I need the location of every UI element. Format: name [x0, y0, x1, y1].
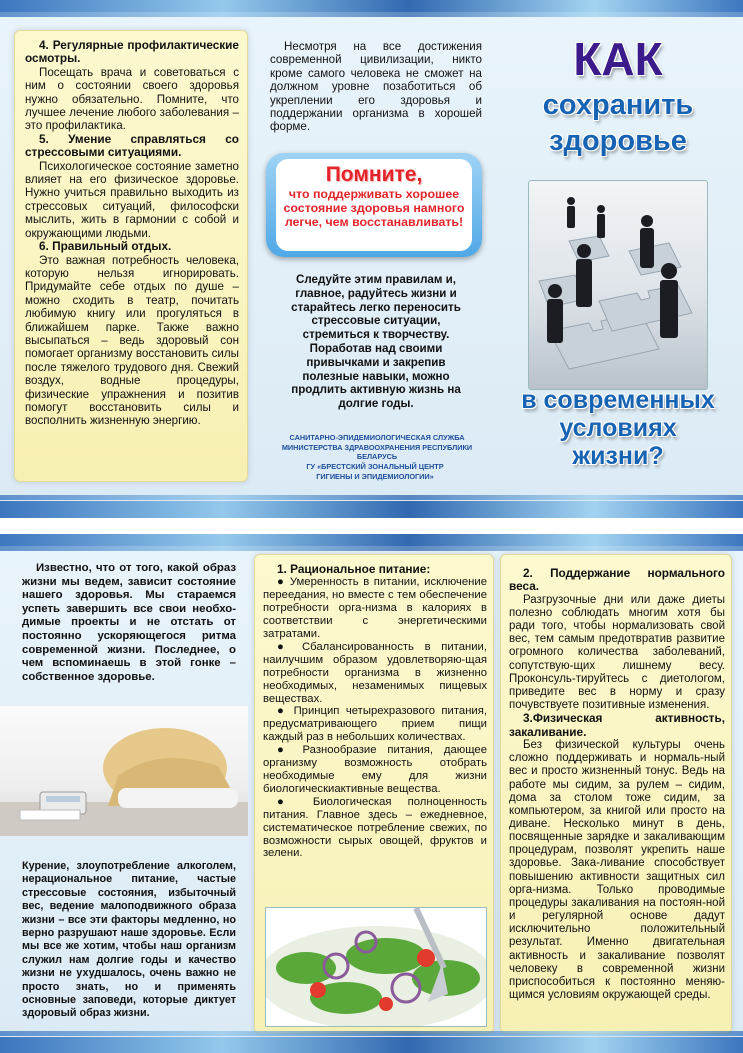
brochure-outer-side: [0, 0, 743, 518]
bullet-balance: ● Сбалансированность в питании, наилучшим образом удовлетворяю-щая потребности организма в жизненно необходимых, незаменимых пищевых веществах.: [263, 640, 487, 705]
text-rules: Следуйте этим правилам и, главное, радуйтесь жизни и старайтесь легко переносить стрессовые ситуации, стремиться к творчеству. Поработав над своими привычками и закрепив полезные навыки, можно продлить активную жизнь на долгие годы.: [291, 273, 461, 411]
cover-photo-business-figures: [528, 180, 708, 390]
text-lifestyle-intro: Известно, что от того, какой образ жизни мы ведем, зависит состояние нашего здоровья. Мы стараемся успеть завершить все свои необхо-димые проекты и не отстать от постоянно ускоряющегося ритма современной жизни. Последнее, о чем вспоминаешь в этой гонке – собственное здоровье.: [22, 562, 236, 683]
brochure-inner-side: [0, 534, 743, 1053]
page-divider: [0, 518, 743, 534]
remember-heading: Помните,: [325, 163, 423, 186]
heading-checkups: 4. Регулярные профилактические осмотры.: [25, 38, 239, 66]
bullet-four-meals: ● Принцип четырехразового питания, предусматривающего прием пищи каждый раз в небольших количествах.: [263, 705, 487, 744]
text-civilization: Несмотря на все достижения современной цивилизации, никто кроме самого человека не сможет на должном уровне позаботиться об укреплении его здоровья и поддержании организма в хорошей форме.: [270, 40, 482, 134]
cover-subtitle-conditions: условиях: [559, 414, 677, 442]
org-center: ГУ «БРЕСТСКИЙ ЗОНАЛЬНЫЙ ЦЕНТР ГИГИЕНЫ И ЭПИДЕМИОЛОГИИ»: [306, 462, 444, 481]
text-activity: Без физической культуры очень сложно поддерживать и нормаль-ный вес и просто жизненный тонус. Ведь на работе мы сидим, за рулем – сидим, дома за столом тоже сидим, за компьютером, за книгой или просто на диване. Несколько минут в день, посвященные зарядке и закаливающим процедурам, позволят укрепить наше здоровье. Зака-ливание способствует повышению активности защитных сил орга-низма. Только проводимые процедуры закаливания на постоян-ной и регулярной основе дадут исключительно положительный результат. Именно двигательная активность и закаливание позволят человеку в современной жизни приспособиться к постоянно меняю-щимся условиям окружающей среды.: [509, 739, 725, 1001]
heading-weight: 2. Поддержание нормального веса.: [509, 566, 725, 594]
photo-salad: [265, 907, 487, 1027]
text-risk-factors: Курение, злоупотребление алкоголем, нерациональное питание, частые стрессовые состояния, избыточный вес, ведение малоподвижного образа жизни – все эти факторы медленно, но верно разрушают наше здоровье. Если мы все же хотим, чтобы наш организм служил нам долгие годы и качество жизни не ухудшалось, очень важно не просто знать, но и применять основные заповеди, которые диктует здоровый образ жизни.: [22, 860, 236, 1020]
cover-subtitle-life: жизни?: [572, 442, 664, 470]
panel-back-cover: [256, 30, 496, 490]
inner-top-stripe: [0, 534, 743, 546]
cover-title-health: здоровье: [549, 125, 687, 157]
heading-activity: 3.Физическая активность, закаливание.: [509, 711, 725, 739]
text-checkups: Посещать врача и советоваться с ним о состоянии своего здоровья нужно обязательно. Помните, что лучшее лечение любого заболевания – это профилактика.: [25, 65, 239, 133]
text-weight: Разгрузочные дни или даже диеты полезно соблюдать многим хотя бы ради того, чтобы нормализовать свой вес, тем самым предотвратив развитие огромного количества заболеваний, сопутствую-щих лишнему весу. Проконсуль-тируйтесь с диетологом, приведите вес в норму и сразу почувствуете позитивные изменения.: [509, 593, 725, 712]
heading-stress: 5. Умение справляться со стрессовыми ситуациями.: [25, 131, 239, 160]
bottom-stripe: [0, 501, 743, 518]
panel-tips-4-6: [14, 30, 248, 482]
bullet-variety: ● Разнообразие питания, дающее организму возможность отобрать необходимые ему для жизни биологическиактивные вещества.: [263, 744, 487, 795]
org-service: САНИТАРНО-ЭПИДЕМИОЛОГИЧЕСКАЯ СЛУЖБА МИНИСТЕРСТВА ЗДРАВООХРАНЕНИЯ РЕСПУБЛИКИ БЕЛАРУСЬ: [281, 433, 473, 461]
photo-tired-woman: [0, 706, 248, 836]
text-rest: Это важная потребность человека, которую нельзя игнорировать. Придумайте себе отдых по душе – можно сходить в театр, почитать любимую книгу или прогуляться в ближайшем парке. Также важно высыпаться – ведь здоровый сон помогает организму восстановить силы после тяжелого трудового дня. Свежий воздух, водные процедуры, физические упражнения и позитив помогут восстановить силы и восполнить жизненную энергию.: [25, 253, 239, 428]
remember-text: что поддерживать хорошее состояние здоровья намного легче, чем восстанавливать!: [283, 187, 465, 230]
text-stress: Психологическое состояние заметно влияет на его физическое здоровье. Нужно учиться правильно выходить из стрессовых ситуаций, философски мыслить, жить в гармонии с собой и окружающими людьми.: [25, 159, 239, 240]
cover-title-how: КАК: [573, 33, 663, 85]
panel-front-cover: [500, 30, 743, 490]
heading-rest: 6. Правильный отдых.: [39, 239, 172, 254]
top-stripe-thin: [0, 12, 743, 17]
bullet-moderation: ● Умеренность в питании, исключение переедания, но вместе с тем обеспечение потребности орга-низма в калориях в соответствии с энергетическими затратами.: [263, 576, 487, 641]
panel-weight-activity: [500, 554, 732, 1034]
heading-nutrition: 1. Рациональное питание:: [277, 562, 431, 576]
tired-woman-icon: [0, 706, 248, 836]
bullet-fresh-vegetables: ● Биологическая полноценность питания. Главное здесь – ежедневное, систематическое потребление свежих, по возможности сырых овощей, фруктов и зелени.: [263, 795, 487, 860]
remember-box: [266, 153, 482, 257]
inner-top-stripe-thin: [0, 546, 743, 551]
top-stripe: [0, 0, 743, 12]
panel-nutrition: [254, 554, 494, 1034]
panel-intro: [0, 554, 250, 1039]
puzzle-people-icon: [529, 181, 707, 389]
inner-bottom-stripe-thin: [0, 1031, 743, 1036]
inner-bottom-stripe: [0, 1037, 743, 1053]
cover-subtitle-modern: в современных: [521, 386, 715, 414]
cover-title-preserve: сохранить: [542, 89, 694, 121]
bottom-stripe-thin: [0, 495, 743, 500]
salad-icon: [266, 908, 486, 1026]
